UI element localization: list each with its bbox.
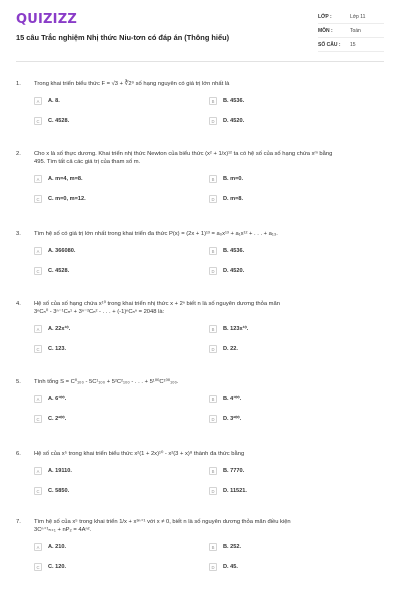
option-text: B. 123x¹⁰. [223,326,249,332]
option-text: D. 45. [223,564,238,570]
question-text: 3Cⁿ⁺¹ₙ₊₁ + nP₂ = 4Aⁿ². [34,527,92,533]
option-text: C. 123. [48,346,67,352]
option-letter-badge: C [34,415,42,423]
option-text: A. 22x¹⁰. [48,326,71,332]
option-d[interactable] [209,414,384,424]
option-letter-badge: A [34,395,42,403]
option-text: B. 7770. [223,468,245,474]
meta-value: Toán [350,27,361,34]
question-text: Hệ số của số hạng chứa x¹⁰ trong khai triển nhị thức x + 2ⁿ biết n là số nguyên dương thỏa mãn [34,301,280,307]
question-4 [16,300,384,364]
option-a[interactable] [34,324,209,334]
option-letter-badge: D [209,345,217,353]
option-d[interactable] [209,194,384,204]
option-letter-badge: C [34,117,42,125]
document-title: 15 câu Trắc nghiệm Nhị thức Niu-tơn có đáp án (Thông hiểu) [16,33,230,42]
meta-box [318,10,384,52]
option-text: B. 4¹⁰⁰. [223,396,242,402]
option-letter-badge: D [209,117,217,125]
option-letter-badge: C [34,487,42,495]
option-c[interactable] [34,116,209,126]
meta-value: Lớp 11 [350,13,366,20]
question-1 [16,80,384,136]
question-number: 6. [16,451,21,457]
option-a[interactable] [34,466,209,476]
option-text: B. m=0. [223,176,244,182]
option-c[interactable] [34,266,209,276]
options [34,394,384,424]
question-text: Cho x là số thực dương. Khai triển nhị thức Newton của biểu thức (x² + 1/x)¹² ta có hệ số của số hạng chứa xᵐ bằng [34,151,333,157]
option-text: D. 4520. [223,268,245,274]
option-letter-badge: C [34,195,42,203]
option-text: A. 19110. [48,468,72,474]
option-text: A. 210. [48,544,67,550]
options [34,174,384,204]
question-number: 2. [16,151,21,157]
option-letter-badge: B [209,325,217,333]
option-letter-badge: C [34,563,42,571]
option-text: D. 3²⁰⁰. [223,416,242,422]
option-letter-badge: D [209,267,217,275]
option-letter-badge: A [34,325,42,333]
option-b[interactable] [209,246,384,256]
option-letter-badge: A [34,247,42,255]
question-text: Tìm hệ số có giá trị lớn nhất trong khai triển đa thức P(x) = (2x + 1)¹³ = a₀x¹³ + a₁x¹² + . . . + a₁₃. [34,231,278,237]
option-text: B. 4536. [223,248,245,254]
option-letter-badge: A [34,543,42,551]
option-letter-badge: C [34,345,42,353]
option-letter-badge: A [34,97,42,105]
options [34,466,384,496]
option-a[interactable] [34,174,209,184]
question-7 [16,518,384,582]
option-b[interactable] [209,174,384,184]
option-text: A. 8. [48,98,60,104]
question-3 [16,230,384,286]
question-number: 7. [16,519,21,525]
option-d[interactable] [209,562,384,572]
question-text: Tính tổng S = C⁰₁₀₀ - 5C¹₁₀₀ + 5²C²₁₀₀ - . . . + 5¹⁰⁰C¹⁰⁰₁₀₀. [34,379,179,385]
option-b[interactable] [209,324,384,334]
option-text: D. 11521. [223,488,247,494]
meta-label: MÔN : [318,27,333,34]
option-b[interactable] [209,466,384,476]
option-c[interactable] [34,194,209,204]
option-letter-badge: D [209,195,217,203]
question-5 [16,378,384,434]
options [34,542,384,572]
question-text: Trong khai triển biểu thức F = √3 + ∛2⁹ số hạng nguyên có giá trị lớn nhất là [34,81,230,87]
option-letter-badge: C [34,267,42,275]
option-a[interactable] [34,542,209,552]
meta-row-subject [318,24,384,38]
option-a[interactable] [34,246,209,256]
question-2 [16,150,384,214]
option-letter-badge: B [209,175,217,183]
option-letter-badge: B [209,395,217,403]
option-c[interactable] [34,414,209,424]
question-number: 1. [16,81,21,87]
option-a[interactable] [34,394,209,404]
option-letter-badge: A [34,467,42,475]
option-text: C. 4528. [48,118,70,124]
option-text: D. 4520. [223,118,245,124]
option-letter-badge: D [209,563,217,571]
meta-row-count [318,38,384,52]
options [34,324,384,354]
meta-label: LỚP : [318,13,332,20]
option-text: C. 120. [48,564,67,570]
option-d[interactable] [209,266,384,276]
option-b[interactable] [209,96,384,106]
option-letter-badge: B [209,247,217,255]
question-number: 5. [16,379,21,385]
worksheet-header [16,0,384,62]
options [34,96,384,126]
question-number: 4. [16,301,21,307]
option-text: C. 2²⁰⁰. [48,416,67,422]
option-text: A. m=4, m=8. [48,176,83,182]
question-6 [16,450,384,506]
option-letter-badge: B [209,467,217,475]
option-c[interactable] [34,562,209,572]
option-letter-badge: B [209,543,217,551]
question-text: 495. Tìm tất cả các giá trị của tham số m. [34,159,141,165]
question-number: 3. [16,231,21,237]
option-d[interactable] [209,116,384,126]
option-d[interactable] [209,344,384,354]
option-text: C. m=0, m=12. [48,196,86,202]
option-letter-badge: B [209,97,217,105]
meta-value: 15 [350,41,356,48]
option-text: D. m=8. [223,196,244,202]
option-letter-badge: D [209,415,217,423]
option-b[interactable] [209,394,384,404]
option-text: C. 4528. [48,268,70,274]
option-c[interactable] [34,486,209,496]
option-text: A. 6¹⁰⁰. [48,396,67,402]
option-text: A. 366080. [48,248,76,254]
option-a[interactable] [34,96,209,106]
option-text: B. 4536. [223,98,245,104]
option-text: D. 22. [223,346,238,352]
question-text: Tìm hệ số của x⁵ trong khai triển 1/x + x³ⁿ⁺¹ với x ≠ 0, biết n là số nguyên dương thỏa mãn điều kiện [34,519,291,525]
option-b[interactable] [209,542,384,552]
option-d[interactable] [209,486,384,496]
option-text: B. 252. [223,544,242,550]
meta-row-grade [318,10,384,24]
meta-label: SỐ CÂU : [318,41,341,48]
options [34,246,384,276]
option-text: C. 5850. [48,488,70,494]
option-letter-badge: A [34,175,42,183]
question-text: Hệ số của x⁵ trong khai triển biểu thức x²(1 + 2x)¹⁰ - x²(3 + x)⁸ thành đa thức bằng [34,451,245,457]
quizizz-logo: QUIZIZZ [16,12,77,27]
option-letter-badge: D [209,487,217,495]
option-c[interactable] [34,344,209,354]
question-text: 3ⁿCₙ⁰ - 3ⁿ⁻¹Cₙ¹ + 3ⁿ⁻²Cₙ² - . . . + (-1)ⁿCₙⁿ = 2048 là: [34,309,165,315]
